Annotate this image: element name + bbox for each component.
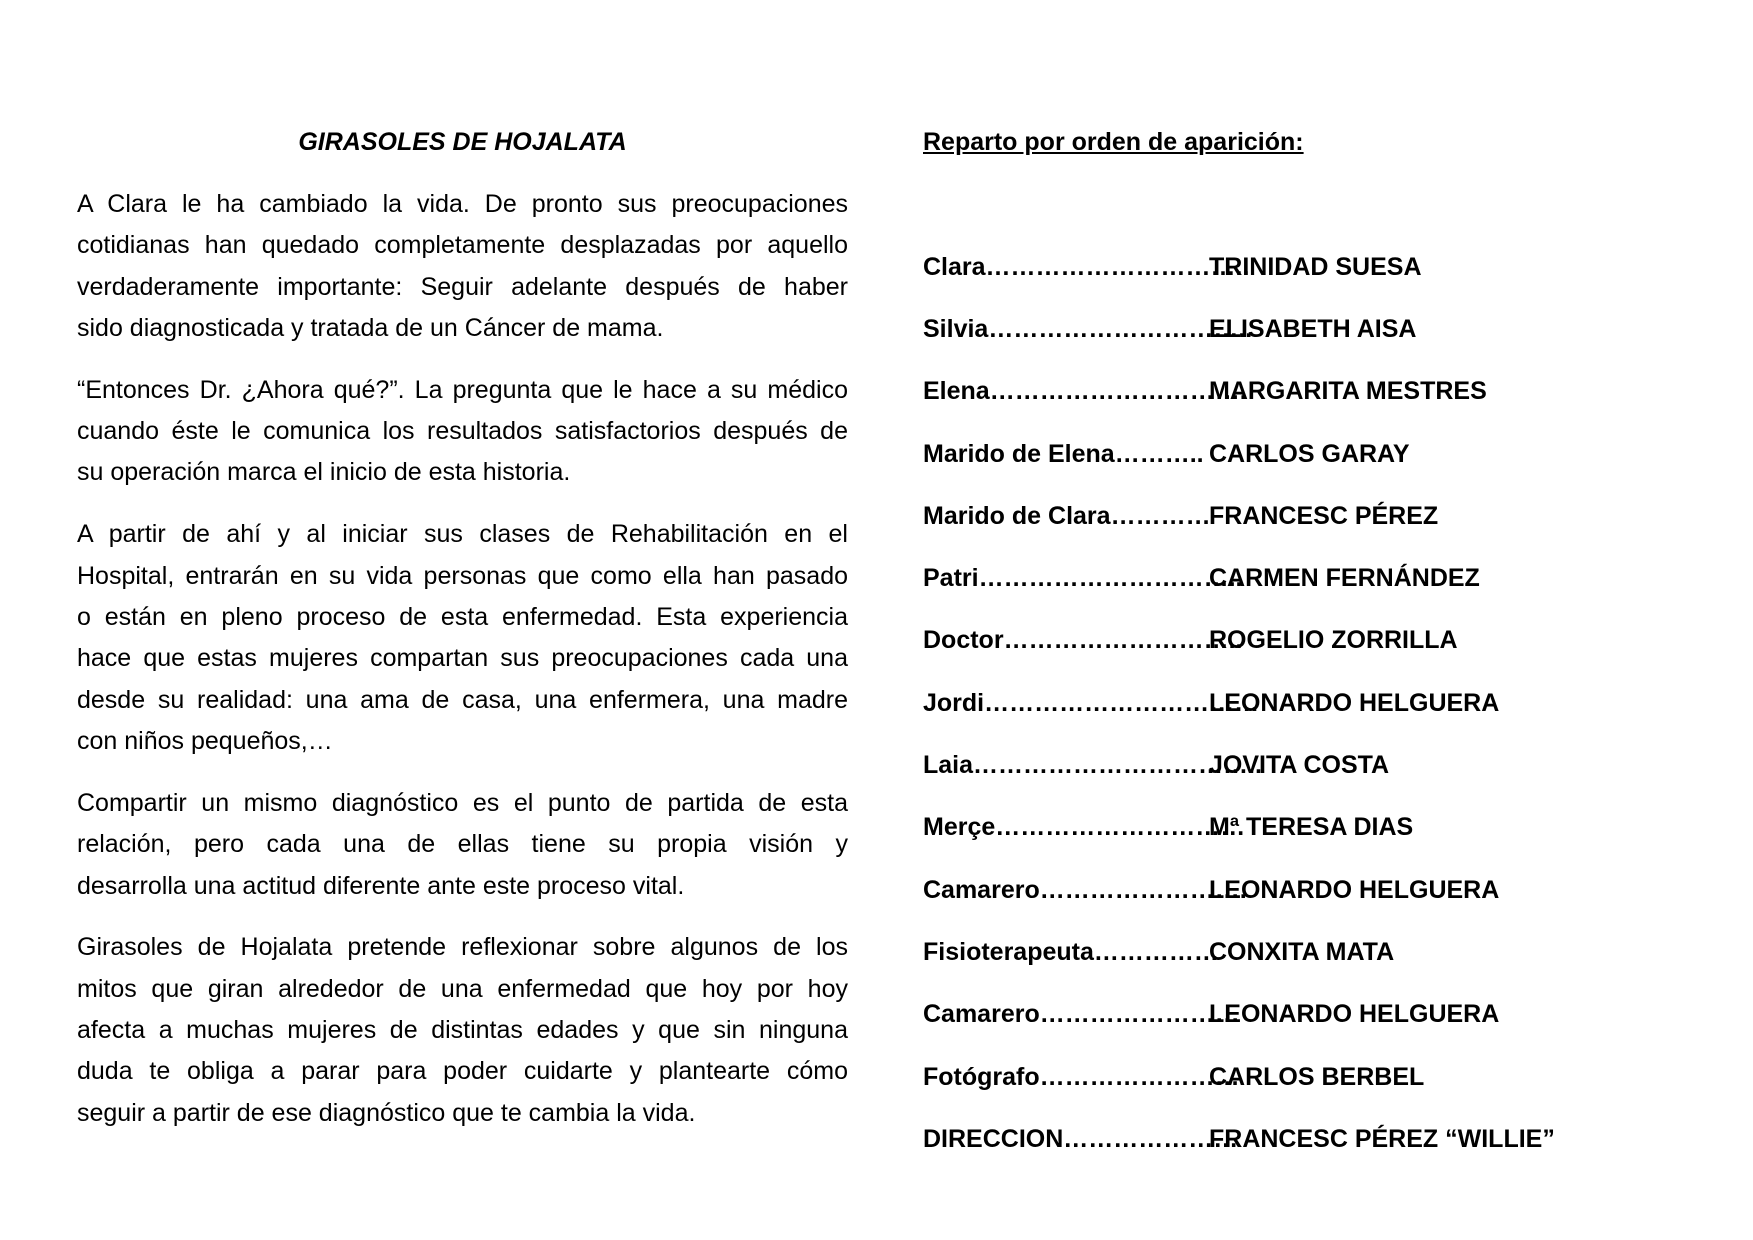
cast-actor: CONXITA MATA	[1209, 937, 1395, 966]
cast-entry	[923, 236, 1683, 298]
cast-role-with-leader	[923, 1124, 1239, 1154]
dot-leader: ……………………………..	[973, 751, 1262, 780]
cast-entry	[923, 361, 1683, 423]
cast-role: Doctor	[923, 626, 1004, 655]
cast-heading: Reparto por orden de aparición:	[923, 128, 1304, 156]
dot-leader: …………………………..	[978, 564, 1243, 593]
paragraph-line: Hospital, entrarán en su vida personas que como ella han pasado	[77, 561, 848, 590]
dot-leader: …………………………	[995, 813, 1246, 842]
dot-leader: ……………………	[1039, 1000, 1240, 1029]
cast-role-with-leader	[923, 626, 1243, 655]
cast-role: Elena	[923, 377, 990, 406]
paragraph-line: cuando éste le comunica los resultados satisfactorios después de	[77, 417, 848, 446]
paragraph-line: relación, pero cada una de ellas tiene su propia visión y	[77, 830, 848, 859]
dot-leader: ……………………………	[984, 688, 1260, 717]
paragraph-line: o están en pleno proceso de esta enfermedad. Esta experiencia	[77, 603, 848, 632]
cast-entry	[923, 298, 1683, 360]
document-title: GIRASOLES DE HOJALATA	[298, 128, 627, 156]
dot-leader: …………	[1110, 501, 1211, 530]
paragraph-line: duda te obliga a parar para poder cuidarte y plantearte cómo	[77, 1057, 848, 1086]
synopsis-paragraph	[77, 370, 848, 494]
cast-actor: Mª TERESA DIAS	[1209, 813, 1414, 842]
cast-list	[923, 236, 1683, 1170]
paragraph-line: Compartir un mismo diagnóstico es el punto de partida de esta	[77, 788, 848, 817]
cast-role-with-leader	[923, 377, 1247, 406]
cast-role: Fotógrafo	[923, 1062, 1040, 1091]
cast-role: Fisioterapeuta	[923, 937, 1094, 966]
paragraph-line: desde su realidad: una ama de casa, una enfermera, una madre	[77, 685, 848, 714]
cast-role: Marido de Elena	[923, 439, 1115, 468]
paragraph-line: verdaderamente importante: Seguir adelante después de haber	[77, 272, 848, 301]
cast-actor: MARGARITA MESTRES	[1209, 377, 1487, 406]
cast-entry	[923, 984, 1683, 1046]
dot-leader: ………………………..	[1003, 626, 1243, 655]
dot-leader: …………………………..	[988, 314, 1253, 343]
cast-actor: LEONARDO HELGUERA	[1209, 688, 1500, 717]
cast-role-with-leader	[923, 1062, 1240, 1092]
cast-entry	[923, 485, 1683, 547]
synopsis-body	[77, 184, 848, 1134]
cast-entry	[923, 734, 1683, 796]
synopsis-paragraph	[77, 514, 848, 762]
cast-entry	[923, 797, 1683, 859]
cast-role-with-leader	[923, 813, 1246, 842]
cast-entry	[923, 547, 1683, 609]
cast-entry	[923, 672, 1683, 734]
dot-leader: ………………………….	[989, 377, 1247, 406]
cast-role-with-leader	[923, 688, 1260, 718]
cast-entry	[923, 1046, 1683, 1108]
synopsis-column	[77, 122, 848, 1155]
cast-role: Camarero	[923, 875, 1040, 904]
paragraph-line: Girasoles de Hojalata pretende reflexionar sobre algunos de los	[77, 933, 848, 962]
cast-role-with-leader	[923, 440, 1209, 469]
cast-actor: TRINIDAD SUESA	[1209, 252, 1422, 281]
dot-leader: ………..	[1114, 439, 1204, 468]
paragraph-line: sido diagnosticada y tratada de un Cáncer de mama.	[77, 313, 664, 342]
cast-role-with-leader	[923, 564, 1243, 593]
cast-actor: FRANCESC PÉREZ “WILLIE”	[1209, 1124, 1555, 1153]
cast-role-with-leader	[923, 1000, 1240, 1029]
paragraph-line: A partir de ahí y al iniciar sus clases de Rehabilitación en el	[77, 520, 848, 549]
cast-role-with-leader	[923, 937, 1219, 967]
paragraph-line: A Clara le ha cambiado la vida. De pronto sus preocupaciones	[77, 189, 848, 218]
cast-role-with-leader	[923, 252, 1250, 282]
cast-actor: FRANCESC PÉREZ	[1209, 501, 1439, 530]
paragraph-line: desarrolla una actitud diferente ante este proceso vital.	[77, 871, 685, 900]
paragraph-line: hace que estas mujeres compartan sus preocupaciones cada una	[77, 644, 848, 673]
cast-actor: LEONARDO HELGUERA	[1209, 875, 1500, 904]
cast-entry	[923, 1108, 1683, 1170]
cast-role: Patri	[923, 564, 979, 593]
cast-role: Silvia	[923, 314, 989, 343]
dot-leader: ……………………	[1039, 1062, 1240, 1091]
paragraph-line: con niños pequeños,…	[77, 726, 333, 755]
synopsis-paragraph	[77, 184, 848, 349]
dot-leader: …………………….	[1039, 875, 1247, 904]
cast-role-with-leader	[923, 875, 1247, 905]
paragraph-line: mitos que giran alrededor de una enfermedad que hoy por hoy	[77, 974, 848, 1003]
cast-role: Clara	[923, 252, 986, 281]
cast-entry	[923, 859, 1683, 921]
paragraph-line: afecta a muchas mujeres de distintas edades y que sin ninguna	[77, 1016, 848, 1045]
paragraph-line: cotidianas han quedado completamente desplazadas por aquello	[77, 231, 848, 260]
cast-actor: JOVITA COSTA	[1209, 751, 1390, 780]
cast-entry	[923, 423, 1683, 485]
cast-actor: CARMEN FERNÁNDEZ	[1209, 564, 1480, 593]
dot-leader: …………………………..	[985, 252, 1250, 281]
cast-actor: CARLOS GARAY	[1209, 439, 1410, 468]
dot-leader: ……………	[1093, 937, 1219, 966]
cast-role-with-leader	[923, 751, 1262, 780]
cast-role: Merçe	[923, 813, 996, 842]
cast-actor: LEONARDO HELGUERA	[1209, 1000, 1500, 1029]
cast-role-with-leader	[923, 502, 1209, 531]
cast-actor: ROGELIO ZORRILLA	[1209, 626, 1458, 655]
synopsis-paragraph	[77, 783, 848, 907]
cast-role: Marido de Clara	[923, 501, 1111, 530]
cast-entry	[923, 610, 1683, 672]
cast-actor: CARLOS BERBEL	[1209, 1062, 1425, 1091]
cast-role: Laia	[923, 751, 974, 780]
paragraph-line: seguir a partir de ese diagnóstico que te cambia la vida.	[77, 1098, 696, 1127]
paragraph-line: “Entonces Dr. ¿Ahora qué?”. La pregunta que le hace a su médico	[77, 375, 848, 404]
cast-role: DIRECCION	[923, 1124, 1064, 1153]
cast-role: Jordi	[923, 688, 985, 717]
cast-entry	[923, 921, 1683, 983]
cast-role: Camarero	[923, 1000, 1040, 1029]
dot-leader: …………………	[1063, 1124, 1239, 1153]
cast-role-with-leader	[923, 314, 1253, 344]
paragraph-line: su operación marca el inicio de esta historia.	[77, 458, 571, 487]
cast-actor: ELISABETH AISA	[1209, 314, 1417, 343]
synopsis-paragraph	[77, 927, 848, 1133]
